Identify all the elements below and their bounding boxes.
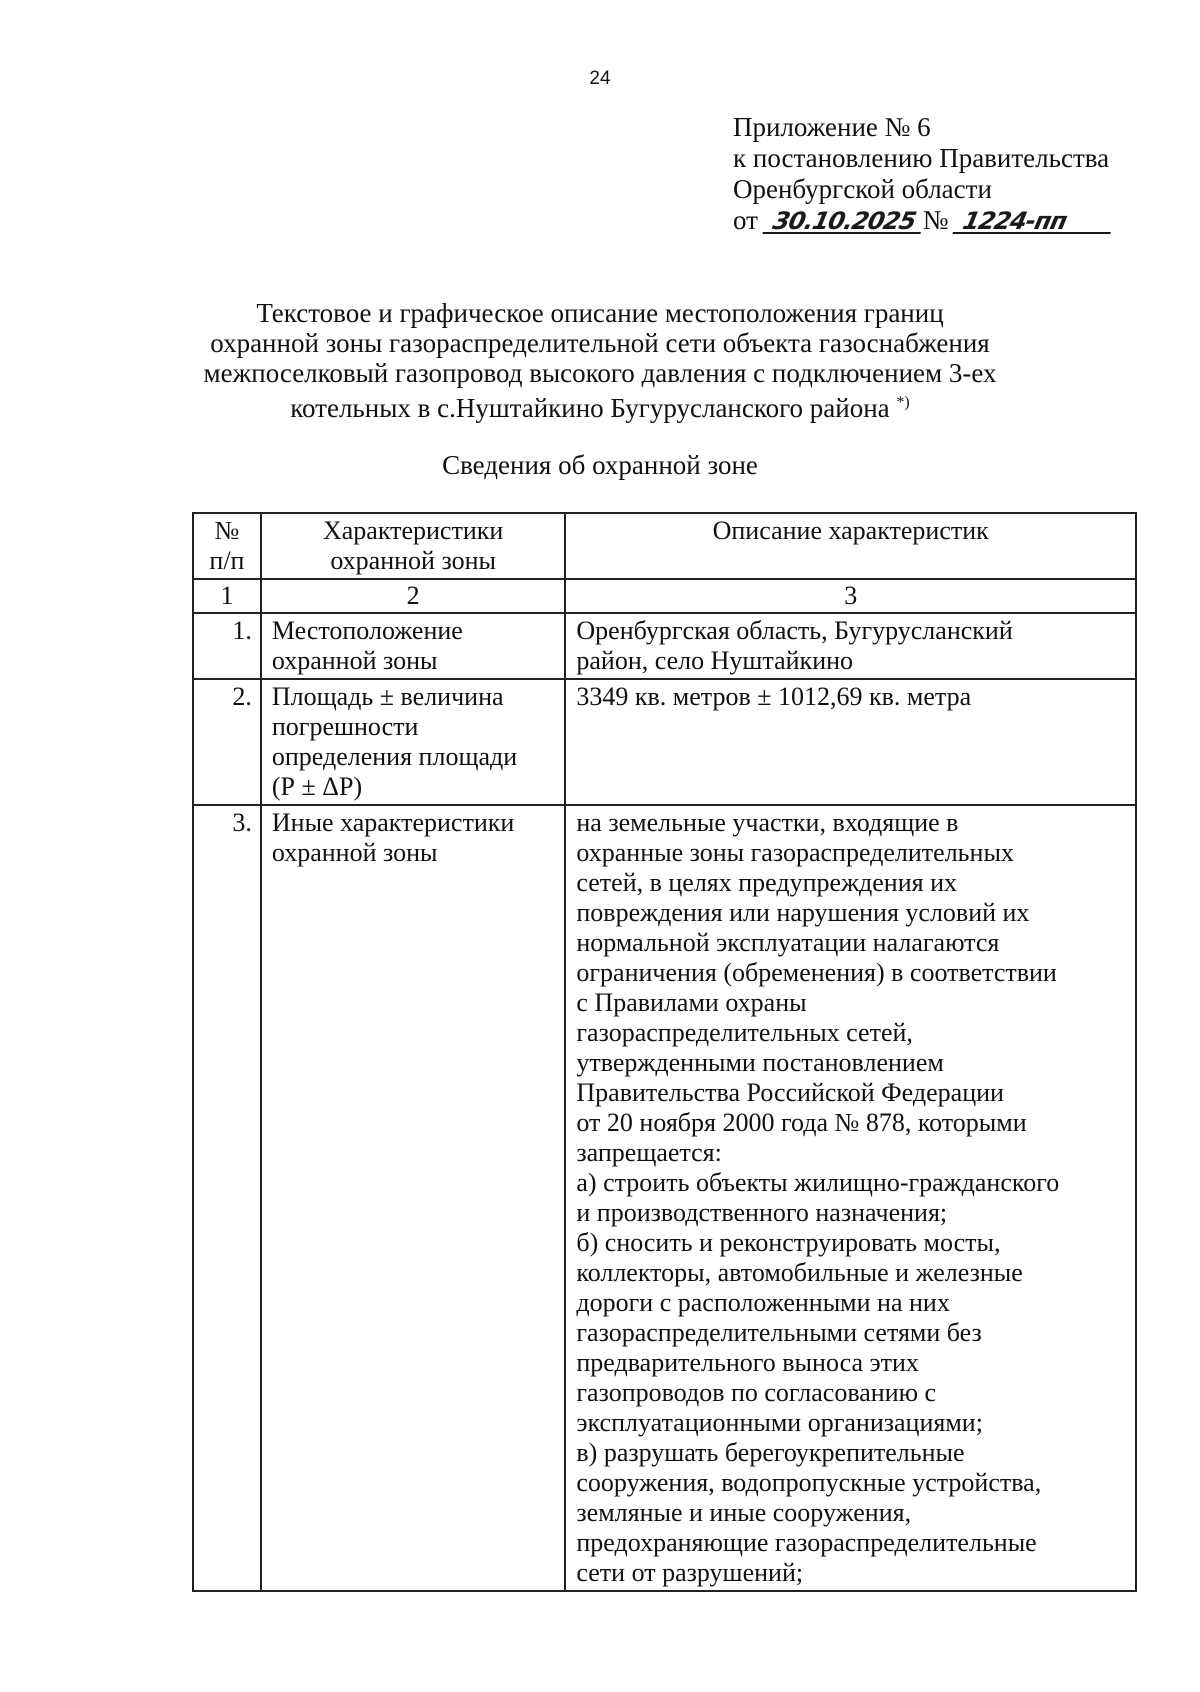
header-cell-number	[193, 513, 261, 579]
title-line: межпоселковый газопровод высокого давления с подключением 3-ех	[203, 358, 997, 388]
title-line: охранной зоны газораспределительной сети объекта газоснабжения	[210, 328, 990, 358]
text-line: коллекторы, автомобильные и железные	[576, 1258, 1023, 1287]
appendix-header	[733, 112, 1113, 236]
row-characteristic	[261, 805, 566, 1591]
text-line: район, село Нуштайкино	[576, 646, 854, 675]
text-line: сети от разрушений;	[576, 1558, 804, 1587]
text-line: предохраняющие газораспределительные	[576, 1528, 1037, 1557]
handwritten-date: 30.10.2025	[762, 210, 925, 234]
text-line: Местоположение	[271, 616, 463, 645]
text-line: б) сносить и реконструировать мосты,	[576, 1228, 1001, 1257]
title-line-text: котельных в с.Нуштайкино Бугурусланского района	[290, 393, 890, 423]
text-line: и производственного назначения;	[576, 1198, 948, 1227]
text-line: предварительного выноса этих	[576, 1348, 919, 1377]
document-title	[0, 298, 1200, 423]
text-line: а) строить объекты жилищно-гражданского	[576, 1168, 1060, 1197]
row-characteristic	[261, 679, 566, 805]
table-index-row	[193, 579, 1136, 613]
text-line: Иные характеристики	[271, 808, 515, 837]
title-line	[0, 388, 1200, 423]
text-line: в) разрушать берегоукрепительные	[576, 1438, 965, 1467]
row-number: 3.	[193, 805, 261, 1591]
text-line: с Правилами охраны	[576, 988, 807, 1017]
date-prefix: от	[733, 205, 758, 235]
row-characteristic	[261, 613, 566, 679]
text-line: дороги с расположенными на них	[576, 1288, 950, 1317]
row-description	[565, 805, 1136, 1591]
text-line: Характеристики	[322, 516, 504, 545]
row-description	[565, 613, 1136, 679]
text-line: определения площади	[271, 742, 518, 771]
text-line: эксплуатационными организациями;	[576, 1408, 983, 1437]
text-line: 3349 кв. метров ± 1012,69 кв. метра	[576, 682, 972, 711]
appendix-region: Оренбургской области	[733, 174, 992, 204]
header-cell-characteristics	[261, 513, 566, 579]
text-line: повреждения или нарушения условий их	[576, 898, 1030, 927]
table-header-row	[193, 513, 1136, 579]
text-line: газопроводов по согласованию с	[576, 1378, 937, 1407]
index-cell: 1	[193, 579, 261, 613]
text-line: Площадь ± величина	[271, 682, 504, 711]
index-cell: 3	[565, 579, 1136, 613]
text-line: сетей, в целях предупреждения их	[576, 868, 957, 897]
table-row	[193, 805, 1136, 1591]
page-number: 24	[589, 68, 611, 89]
section-subtitle: Сведения об охранной зоне	[442, 450, 758, 480]
text-line: Описание характеристик	[712, 516, 989, 545]
text-line: охранные зоны газораспределительных	[576, 838, 1014, 867]
text-line: погрешности	[271, 712, 419, 741]
text-line: утвержденными постановлением	[576, 1048, 944, 1077]
table-row	[193, 613, 1136, 679]
row-number: 1.	[193, 613, 261, 679]
text-line: на земельные участки, входящие в	[576, 808, 959, 837]
text-line: охранной зоны	[271, 646, 438, 675]
text-line: сооружения, водопропускные устройства,	[576, 1468, 1042, 1497]
text-line: газораспределительными сетями без	[576, 1318, 982, 1347]
table-row	[193, 679, 1136, 805]
appendix-title: Приложение № 6	[733, 112, 931, 142]
text-line: п/п	[209, 546, 245, 575]
footnote-mark: *)	[896, 394, 910, 411]
row-number: 2.	[193, 679, 261, 805]
appendix-ref: к постановлению Правительства	[733, 143, 1110, 173]
index-cell: 2	[261, 579, 566, 613]
text-line: газораспределительных сетей,	[576, 1018, 913, 1047]
text-line: нормальной эксплуатации налагаются	[576, 928, 1000, 957]
header-cell-description	[565, 513, 1136, 579]
text-line: (Р ± ΔР)	[271, 772, 363, 801]
title-line: Текстовое и графическое описание местоположения границ	[256, 298, 944, 328]
text-line: от 20 ноября 2000 года № 878, которыми	[576, 1108, 1027, 1137]
text-line: ограничения (обременения) в соответствии	[576, 958, 1057, 987]
text-line: охранной зоны	[330, 546, 496, 575]
zone-table	[192, 512, 1137, 1592]
appendix-date-line	[733, 205, 1113, 236]
number-prefix: №	[922, 205, 949, 235]
text-line: запрещается:	[576, 1138, 722, 1167]
text-line: охранной зоны	[271, 838, 438, 867]
text-line: №	[214, 516, 240, 545]
handwritten-number: 1224-пп	[953, 210, 1116, 234]
text-line: Правительства Российской Федерации	[576, 1078, 1004, 1107]
text-line: земляные и иные сооружения,	[576, 1498, 912, 1527]
text-line: Оренбургская область, Бугурусланский	[576, 616, 1013, 645]
row-description	[565, 679, 1136, 805]
